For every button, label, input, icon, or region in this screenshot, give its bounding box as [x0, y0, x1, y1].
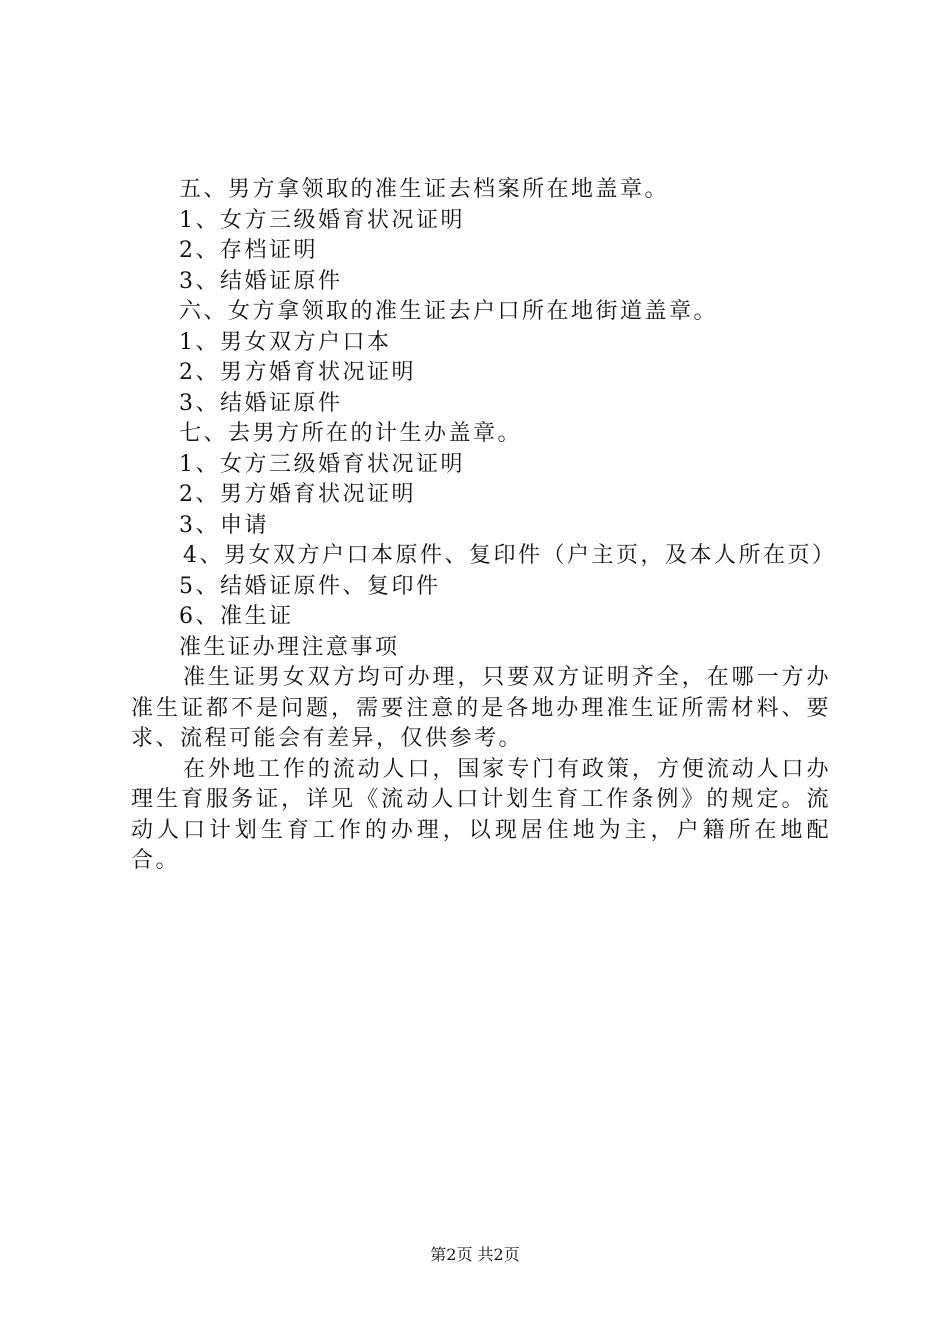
notes-paragraph: 准生证男女双方均可办理，只要双方证明齐全，在哪一方办准生证都不是问题，需要注意的是各地办理准生证所需材料、要求、流程可能会有差异，仅供参考。 — [131, 665, 831, 751]
list-item: 2、男方婚育状况证明 — [179, 360, 416, 385]
list-item: 1、女方三级婚育状况证明 — [179, 451, 465, 477]
list-item: 2、男方婚育状况证明 — [179, 482, 416, 507]
list-item: 3、结婚证原件 — [179, 390, 343, 416]
document-body — [131, 175, 837, 877]
list-item: 3、申请 — [179, 512, 269, 538]
list-item: 2、存档证明 — [179, 238, 318, 263]
section-heading-5: 五、男方拿领取的准生证去档案所在地盖章。 — [179, 177, 670, 202]
section-heading-6: 六、女方拿领取的准生证去户口所在地街道盖章。 — [179, 299, 719, 324]
list-item: 6、准生证 — [179, 604, 294, 629]
list-item: 5、结婚证原件、复印件 — [179, 573, 441, 599]
notes-heading: 准生证办理注意事项 — [179, 634, 400, 660]
list-item: 1、女方三级婚育状况证明 — [179, 207, 465, 233]
section-heading-7: 七、去男方所在的计生办盖章。 — [179, 421, 523, 446]
list-item: 3、结婚证原件 — [179, 268, 343, 294]
list-item: 1、男女双方户口本 — [179, 329, 392, 355]
page-footer — [0, 1242, 950, 1265]
notes-paragraph: 在外地工作的流动人口，国家专门有政策，方便流动人口办理生育服务证，详见《流动人口计划生育工作条例》的规定。流动人口计划生育工作的办理，以现居住地为主，户籍所在地配合。 — [131, 756, 831, 873]
list-item-wrapped: 4、男女双方户口本原件、复印件（户主页，及本人所在页） — [183, 543, 837, 568]
page-number: 第2页 共2页 — [430, 1245, 520, 1264]
